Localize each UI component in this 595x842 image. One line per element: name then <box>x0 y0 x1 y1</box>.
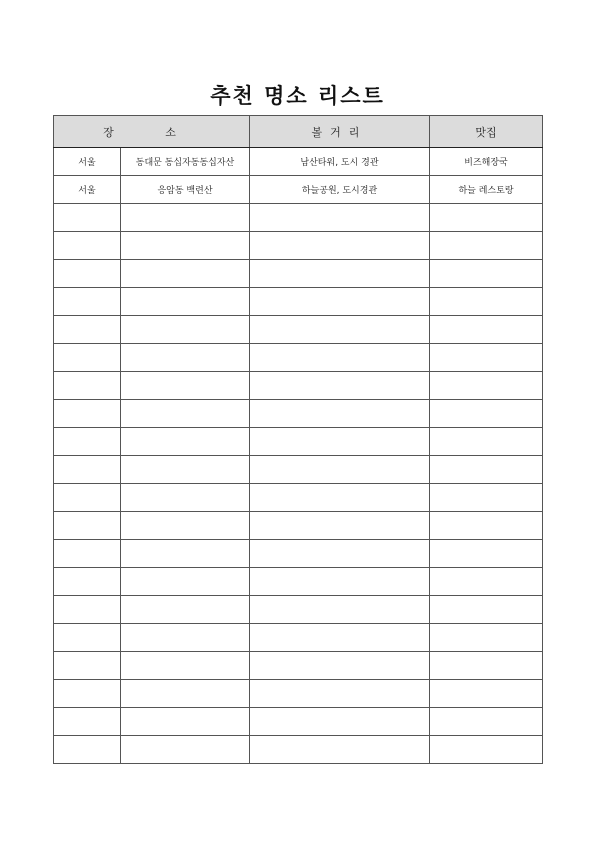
cell-sights <box>250 652 430 680</box>
table-row <box>54 232 543 260</box>
cell-place <box>121 204 250 232</box>
cell-sights <box>250 372 430 400</box>
table-row <box>54 400 543 428</box>
table-row <box>54 652 543 680</box>
cell-city <box>54 540 121 568</box>
cell-sights <box>250 344 430 372</box>
header-place: 장 소 <box>54 116 250 148</box>
cell-food <box>430 652 543 680</box>
cell-food <box>430 736 543 764</box>
cell-sights <box>250 260 430 288</box>
cell-place: 응암동 백련산 <box>121 176 250 204</box>
cell-city <box>54 456 121 484</box>
cell-place <box>121 428 250 456</box>
cell-sights <box>250 456 430 484</box>
cell-food <box>430 596 543 624</box>
cell-food <box>430 624 543 652</box>
cell-city <box>54 400 121 428</box>
table-row <box>54 372 543 400</box>
cell-food <box>430 344 543 372</box>
cell-place <box>121 596 250 624</box>
table-body <box>54 148 543 764</box>
cell-sights <box>250 568 430 596</box>
cell-place <box>121 344 250 372</box>
cell-city <box>54 428 121 456</box>
cell-food: 비즈해장국 <box>430 148 543 176</box>
cell-place <box>121 680 250 708</box>
cell-city <box>54 652 121 680</box>
cell-food: 하늘 레스토랑 <box>430 176 543 204</box>
header-sights: 볼거리 <box>250 116 430 148</box>
recommendation-table <box>53 115 543 764</box>
cell-place <box>121 260 250 288</box>
table-row <box>54 512 543 540</box>
cell-sights <box>250 484 430 512</box>
cell-city <box>54 568 121 596</box>
cell-place <box>121 568 250 596</box>
cell-city <box>54 204 121 232</box>
table-row <box>54 736 543 764</box>
cell-sights: 남산타워, 도시 경관 <box>250 148 430 176</box>
cell-food <box>430 512 543 540</box>
cell-place <box>121 512 250 540</box>
cell-sights <box>250 204 430 232</box>
cell-sights <box>250 736 430 764</box>
cell-food <box>430 456 543 484</box>
table-row <box>54 568 543 596</box>
table-row <box>54 484 543 512</box>
table-row <box>54 204 543 232</box>
table-row <box>54 316 543 344</box>
cell-place <box>121 708 250 736</box>
cell-place <box>121 456 250 484</box>
cell-food <box>430 540 543 568</box>
cell-place <box>121 484 250 512</box>
cell-city <box>54 624 121 652</box>
cell-sights <box>250 624 430 652</box>
cell-city: 서울 <box>54 148 121 176</box>
cell-food <box>430 708 543 736</box>
table-row <box>54 148 543 176</box>
cell-food <box>430 484 543 512</box>
cell-sights <box>250 232 430 260</box>
cell-sights <box>250 596 430 624</box>
table-header-row <box>54 116 543 148</box>
cell-food <box>430 232 543 260</box>
cell-place <box>121 736 250 764</box>
cell-city <box>54 708 121 736</box>
cell-city: 서울 <box>54 176 121 204</box>
cell-place <box>121 232 250 260</box>
table-row <box>54 708 543 736</box>
cell-city <box>54 232 121 260</box>
cell-sights <box>250 400 430 428</box>
cell-food <box>430 680 543 708</box>
cell-city <box>54 596 121 624</box>
cell-food <box>430 260 543 288</box>
cell-city <box>54 736 121 764</box>
cell-food <box>430 288 543 316</box>
table-row <box>54 596 543 624</box>
cell-sights <box>250 708 430 736</box>
cell-place <box>121 624 250 652</box>
cell-sights <box>250 316 430 344</box>
cell-food <box>430 400 543 428</box>
page-title: 추천 명소 리스트 <box>210 83 385 108</box>
cell-food <box>430 204 543 232</box>
table-row <box>54 176 543 204</box>
cell-food <box>430 316 543 344</box>
cell-food <box>430 428 543 456</box>
cell-sights <box>250 512 430 540</box>
cell-sights <box>250 428 430 456</box>
cell-city <box>54 484 121 512</box>
table-row <box>54 540 543 568</box>
cell-sights <box>250 288 430 316</box>
cell-place <box>121 540 250 568</box>
cell-city <box>54 288 121 316</box>
cell-city <box>54 680 121 708</box>
table-row <box>54 680 543 708</box>
cell-city <box>54 344 121 372</box>
cell-food <box>430 568 543 596</box>
cell-place <box>121 316 250 344</box>
cell-city <box>54 316 121 344</box>
cell-sights <box>250 540 430 568</box>
table-row <box>54 344 543 372</box>
cell-sights <box>250 680 430 708</box>
cell-food <box>430 372 543 400</box>
cell-city <box>54 260 121 288</box>
cell-place <box>121 400 250 428</box>
cell-place <box>121 372 250 400</box>
table-row <box>54 456 543 484</box>
cell-place <box>121 288 250 316</box>
table-row <box>54 288 543 316</box>
header-food: 맛집 <box>430 116 543 148</box>
cell-city <box>54 372 121 400</box>
table-row <box>54 428 543 456</box>
table-row <box>54 624 543 652</box>
table-row <box>54 260 543 288</box>
cell-place: 동대문 동십자동동십자산 <box>121 148 250 176</box>
cell-sights: 하늘공원, 도시경관 <box>250 176 430 204</box>
cell-place <box>121 652 250 680</box>
cell-city <box>54 512 121 540</box>
